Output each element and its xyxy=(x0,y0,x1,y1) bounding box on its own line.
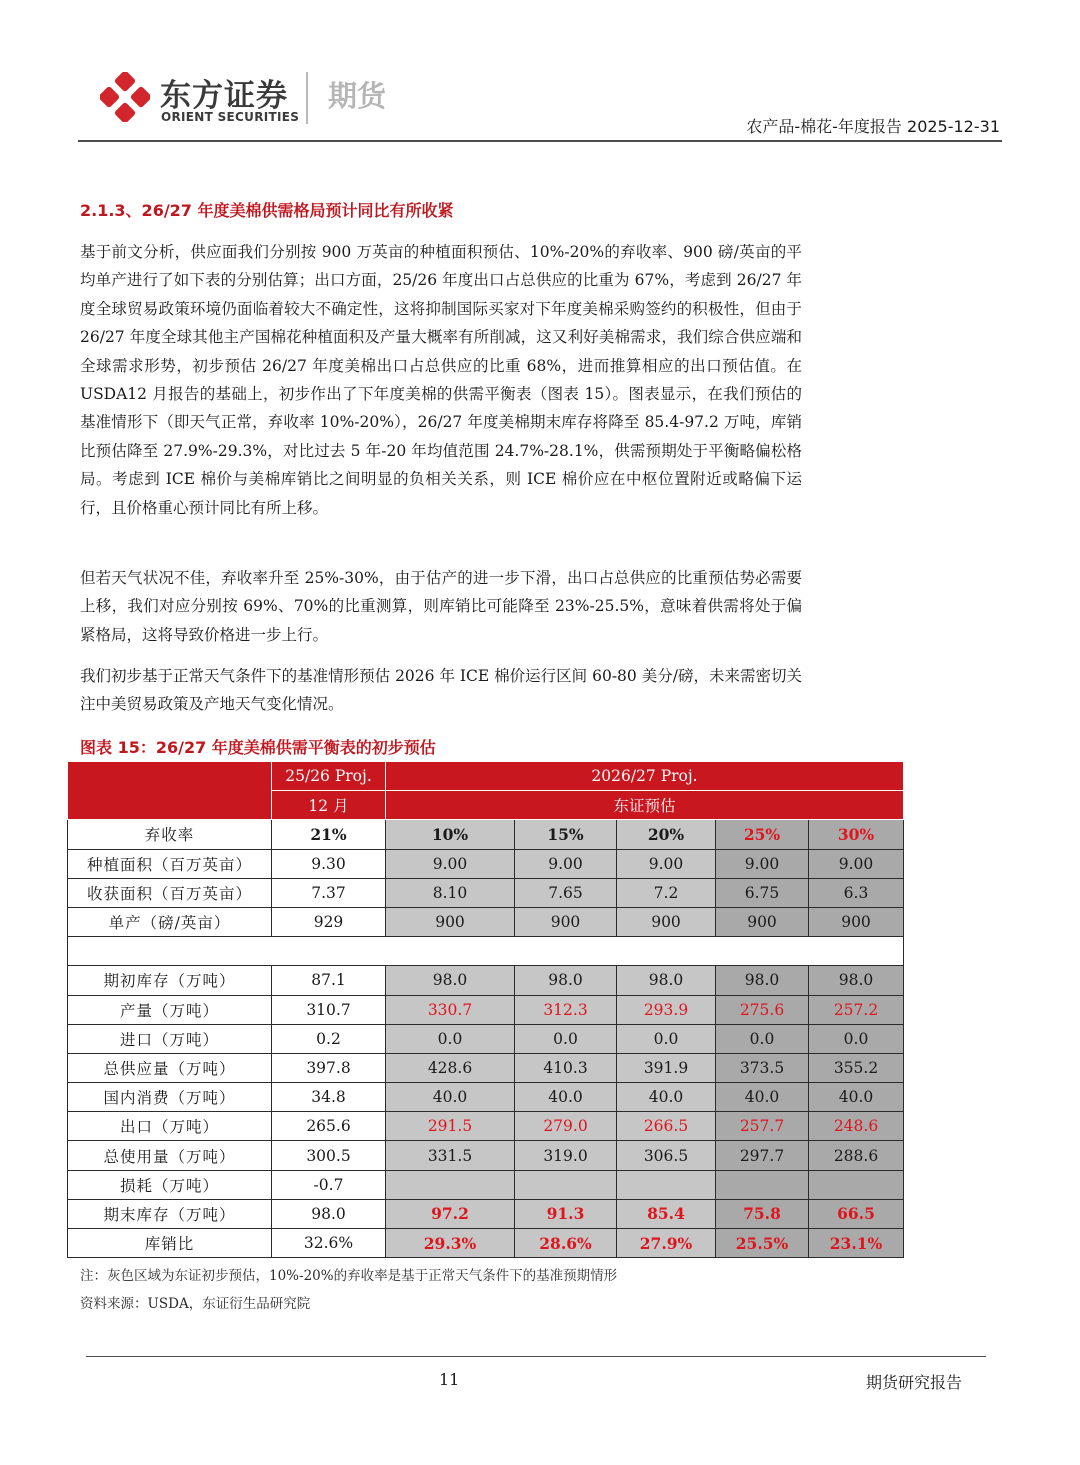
table-cell: 355.2 xyxy=(809,1053,904,1082)
row-label: 损耗（万吨） xyxy=(68,1170,272,1199)
header-2627-proj: 2026/27 Proj. xyxy=(386,762,904,791)
table-row xyxy=(68,1141,904,1170)
header-december: 12 月 xyxy=(272,791,386,820)
row-label: 总供应量（万吨） xyxy=(68,1053,272,1082)
paragraph-1: 基于前文分析，供应面我们分别按 900 万英亩的种植面积预估、10%-20%的弃收率、900 磅/英亩的平均单产进行了如下表的分别估算；出口方面，25/26 年度出口占总供应的比重为 67%，考虑到 26/27 年度全球贸易政策环境仍面临着较大不确定性，这将抑制国际买家对下年度美棉采购签约的积极性，但由于 26/27 年度全球其他主产国棉花种植面积及产量大概率有所削减，这又利好美棉需求，我们综合供应端和全球需求形势，初步预估 26/27 年度美棉出口占总供应的比重 68%，进而推算相应的出口预估值。在 USDA12 月报告的基础上，初步作出了下年度美棉的供需平衡表（图表 15）。图表显示，在我们预估的基准情形下（即天气正常，弃收率 10%-20%），26/27 年度美棉期末库存将降至 85.4-97.2 万吨，库销比预估降至 27.9%-29.3%，对比过去 5 年-20 年均值范围 24.7%-28.1%，供需预期处于平衡略偏松格局。考虑到 ICE 棉价与美棉库销比之间明显的负相关关系，则 ICE 棉价应在中枢位置附近或略偏下运行，且价格重心预计同比有所上移。 xyxy=(80,243,802,517)
table-cell xyxy=(809,1170,904,1199)
row-label: 收获面积（百万英亩） xyxy=(68,878,272,907)
table-cell: 391.9 xyxy=(617,1053,716,1082)
footer-label: 期货研究报告 xyxy=(865,1373,962,1392)
row-label: 国内消费（万吨） xyxy=(68,1083,272,1112)
table-row xyxy=(68,1053,904,1082)
table-cell: 0.0 xyxy=(617,1024,716,1053)
table-body xyxy=(68,820,904,1258)
table-cell: 9.30 xyxy=(272,849,386,878)
table-cell: 310.7 xyxy=(272,995,386,1024)
table-cell: 98.0 xyxy=(386,966,515,995)
row-label: 期末库存（万吨） xyxy=(68,1199,272,1228)
table-row xyxy=(68,878,904,907)
table-row xyxy=(68,849,904,878)
table-cell: 6.3 xyxy=(809,878,904,907)
table-cell: 0.0 xyxy=(386,1024,515,1053)
footer-divider xyxy=(86,1356,986,1357)
row-label: 库销比 xyxy=(68,1229,272,1258)
table-cell: 331.5 xyxy=(386,1141,515,1170)
table-cell: 300.5 xyxy=(272,1141,386,1170)
table-cell: 0.0 xyxy=(809,1024,904,1053)
row-label: 单产（磅/英亩） xyxy=(68,907,272,936)
table-cell xyxy=(716,1170,809,1199)
table-cell: 312.3 xyxy=(515,995,617,1024)
table-cell: 98.0 xyxy=(617,966,716,995)
table-cell: 98.0 xyxy=(272,1199,386,1228)
table-row xyxy=(68,995,904,1024)
brand-subtitle: 期货 xyxy=(328,79,387,113)
table-cell: 6.75 xyxy=(716,878,809,907)
table-cell: 288.6 xyxy=(809,1141,904,1170)
table-cell: 75.8 xyxy=(716,1199,809,1228)
table-row xyxy=(68,1229,904,1258)
row-label: 产量（万吨） xyxy=(68,995,272,1024)
row-label: 出口（万吨） xyxy=(68,1112,272,1141)
table-note: 注：灰色区域为东证初步预估，10%-20%的弃收率是基于正常天气条件下的基准预期情形 xyxy=(80,1268,618,1284)
table-cell: 9.00 xyxy=(386,849,515,878)
table-cell: -0.7 xyxy=(272,1170,386,1199)
table-cell: 900 xyxy=(617,907,716,936)
table-cell: 293.9 xyxy=(617,995,716,1024)
table-cell: 397.8 xyxy=(272,1053,386,1082)
table-cell: 8.10 xyxy=(386,878,515,907)
page-number: 11 xyxy=(439,1370,460,1389)
paragraph-2: 但若天气状况不佳，弃收率升至 25%-30%，由于估产的进一步下滑，出口占总供应的比重预估势必需要上移，我们对应分别按 69%、70%的比重测算，则库销比可能降至 23%-25.5%，意味着供需将处于偏紧格局，这将导致价格进一步上行。 xyxy=(80,569,802,644)
table-cell: 98.0 xyxy=(515,966,617,995)
orient-securities-logo-icon xyxy=(100,72,150,122)
table-cell: 28.6% xyxy=(515,1229,617,1258)
table-cell: 34.8 xyxy=(272,1083,386,1112)
table-cell: 257.2 xyxy=(809,995,904,1024)
table-cell: 306.5 xyxy=(617,1141,716,1170)
table-cell: 257.7 xyxy=(716,1112,809,1141)
table-row xyxy=(68,1024,904,1053)
table-cell: 7.37 xyxy=(272,878,386,907)
table-cell: 291.5 xyxy=(386,1112,515,1141)
table-cell: 428.6 xyxy=(386,1053,515,1082)
table-cell: 21% xyxy=(272,820,386,849)
table-row xyxy=(68,820,904,849)
table-cell: 900 xyxy=(386,907,515,936)
header-estimate: 东证预估 xyxy=(386,791,904,820)
table-source: 资料来源：USDA，东证衍生品研究院 xyxy=(80,1296,311,1312)
table-cell: 900 xyxy=(809,907,904,936)
table-cell: 279.0 xyxy=(515,1112,617,1141)
table-cell: 87.1 xyxy=(272,966,386,995)
table-cell: 929 xyxy=(272,907,386,936)
header-divider xyxy=(78,140,1002,142)
table-cell: 30% xyxy=(809,820,904,849)
table-cell: 32.6% xyxy=(272,1229,386,1258)
table-cell: 9.00 xyxy=(716,849,809,878)
table-cell: 900 xyxy=(515,907,617,936)
table-header-row xyxy=(68,762,904,791)
table-cell: 66.5 xyxy=(809,1199,904,1228)
table-cell: 330.7 xyxy=(386,995,515,1024)
table-cell: 25.5% xyxy=(716,1229,809,1258)
table-row xyxy=(68,966,904,995)
brand-name-cn: 东方证券 xyxy=(160,78,288,114)
table-cell: 266.5 xyxy=(617,1112,716,1141)
row-label: 弃收率 xyxy=(68,820,272,849)
table-cell: 9.00 xyxy=(617,849,716,878)
table-cell: 410.3 xyxy=(515,1053,617,1082)
paragraph-3: 我们初步基于正常天气条件下的基准情形预估 2026 年 ICE 棉价运行区间 60-80 美分/磅，未来需密切关注中美贸易政策及产地天气变化情况。 xyxy=(80,667,802,714)
table-cell: 248.6 xyxy=(809,1112,904,1141)
table-row xyxy=(68,1170,904,1199)
table-cell: 40.0 xyxy=(386,1083,515,1112)
table-cell: 0.2 xyxy=(272,1024,386,1053)
table-spacer-row xyxy=(68,937,904,966)
brand-separator xyxy=(306,72,308,124)
table-cell: 25% xyxy=(716,820,809,849)
figure-title: 图表 15：26/27 年度美棉供需平衡表的初步预估 xyxy=(80,738,436,757)
table-cell: 10% xyxy=(386,820,515,849)
table-cell: 20% xyxy=(617,820,716,849)
table-cell: 40.0 xyxy=(716,1083,809,1112)
table-cell: 97.2 xyxy=(386,1199,515,1228)
table-cell: 23.1% xyxy=(809,1229,904,1258)
table-row xyxy=(68,1112,904,1141)
table-row xyxy=(68,1083,904,1112)
table-cell: 9.00 xyxy=(809,849,904,878)
row-label: 进口（万吨） xyxy=(68,1024,272,1053)
table-cell: 373.5 xyxy=(716,1053,809,1082)
table-cell: 40.0 xyxy=(617,1083,716,1112)
table-cell: 98.0 xyxy=(809,966,904,995)
table-row xyxy=(68,907,904,936)
table-cell: 29.3% xyxy=(386,1229,515,1258)
table-cell: 900 xyxy=(716,907,809,936)
table-cell: 297.7 xyxy=(716,1141,809,1170)
row-label: 期初库存（万吨） xyxy=(68,966,272,995)
table-cell: 27.9% xyxy=(617,1229,716,1258)
table-cell: 265.6 xyxy=(272,1112,386,1141)
table-cell xyxy=(386,1170,515,1199)
table-cell xyxy=(515,1170,617,1199)
report-meta: 农产品-棉花-年度报告 2025-12-31 xyxy=(746,117,1000,136)
table-cell: 7.2 xyxy=(617,878,716,907)
table-cell: 91.3 xyxy=(515,1199,617,1228)
table-cell: 40.0 xyxy=(515,1083,617,1112)
row-label: 总使用量（万吨） xyxy=(68,1141,272,1170)
table-cell: 40.0 xyxy=(809,1083,904,1112)
table-cell: 98.0 xyxy=(716,966,809,995)
table-cell: 9.00 xyxy=(515,849,617,878)
header-blank-cell xyxy=(68,762,272,820)
table-cell: 275.6 xyxy=(716,995,809,1024)
table-cell: 7.65 xyxy=(515,878,617,907)
section-title: 2.1.3、26/27 年度美棉供需格局预计同比有所收紧 xyxy=(80,201,454,220)
table-cell: 319.0 xyxy=(515,1141,617,1170)
table-row xyxy=(68,1199,904,1228)
table-cell: 15% xyxy=(515,820,617,849)
table-cell: 85.4 xyxy=(617,1199,716,1228)
spacer-cell xyxy=(68,937,904,966)
supply-demand-table xyxy=(67,761,904,1258)
header-2526-proj: 25/26 Proj. xyxy=(272,762,386,791)
table-cell: 0.0 xyxy=(716,1024,809,1053)
brand-name-en: ORIENT SECURITIES xyxy=(161,110,300,124)
table-cell: 0.0 xyxy=(515,1024,617,1053)
table-cell xyxy=(617,1170,716,1199)
row-label: 种植面积（百万英亩） xyxy=(68,849,272,878)
